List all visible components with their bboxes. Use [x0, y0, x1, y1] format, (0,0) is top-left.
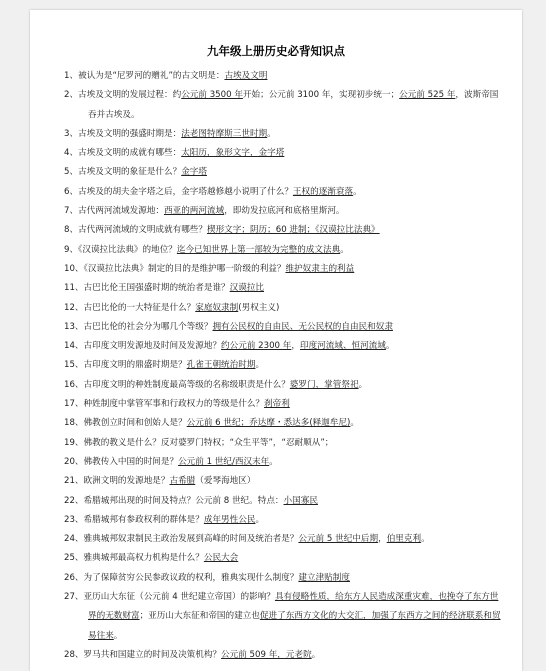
question-text: 古埃及文明的发展过程：约	[78, 90, 182, 101]
list-item	[64, 549, 504, 568]
question-text: 雅典城邦奴隶制民主政治发展到高峰的时间及统治者是？	[83, 534, 299, 545]
item-number: 9、	[64, 244, 79, 255]
item-number: 21、	[64, 476, 84, 487]
trailing-text: 。	[269, 456, 278, 467]
answer-text: 公元前 509 年，元老院	[221, 649, 312, 660]
trailing-text: 。	[311, 649, 321, 660]
question-text: 古印度文明的鼎盛时期是？	[83, 360, 187, 371]
list-item	[64, 356, 504, 375]
answer-text: 楔形文字；阴历；60 进制；《汉谟拉比法典》	[206, 225, 380, 236]
answer-text: 汉谟拉比	[229, 283, 265, 294]
question-text: 古巴比伦的社会分为哪几个等级？	[83, 321, 213, 332]
item-number: 8、	[64, 225, 79, 236]
answer-text: 太阳历，象形文字，金字塔	[181, 148, 285, 159]
answer-text: 拥有公民权的自由民、无公民权的自由民和奴隶	[212, 321, 393, 332]
question-text: 《汉谟拉比法典》制定的目的是维护哪一阶级的利益？	[83, 263, 286, 274]
list-item	[64, 163, 504, 182]
trailing-text: 。	[255, 360, 265, 371]
answer-text: 公元前 3500 年	[181, 90, 243, 101]
answer-text-2: 促进了东西方文化的大交汇，加强了东西方之间的经济联系和贸易往来	[88, 611, 501, 641]
answer-text: 成年男性公民	[203, 514, 256, 525]
answer-text: 具有侵略性质，给东方人民造成深重灾难，也挽夺了东方世界的无数财富	[88, 592, 499, 622]
answer-text: 古希腊	[169, 476, 196, 487]
item-number: 28、	[64, 649, 84, 660]
item-number: 24、	[64, 534, 84, 545]
list-item	[64, 202, 504, 221]
answer-text-2: 伯里克利	[386, 534, 422, 545]
question-text: 为了保障贫穷公民参政议政的权利，雅典实现什么制度？	[83, 572, 299, 583]
item-number: 3、	[64, 128, 79, 139]
answer-text: 公元前 6 世纪；乔达摩・悉达多(释迦牟尼)	[186, 418, 351, 429]
item-number: 16、	[64, 379, 84, 390]
question-text: 亚历山大东征（公元前 4 世纪建立帝国）的影响？	[83, 592, 275, 603]
question-text: 佛教的教义是什么？反对婆罗门特权；“众生平等”，“忍耐顺从”；	[83, 437, 334, 448]
trailing-text: 。	[353, 186, 362, 197]
list-item	[64, 279, 504, 298]
list-item	[64, 646, 504, 665]
question-text: 古印度文明的种姓制度最高等级的名称级职责是什么？	[83, 379, 290, 390]
question-text: 古埃及文明的成就有哪些：	[78, 148, 182, 159]
list-item	[64, 144, 504, 163]
question-text: 被认为是“尼罗河的赠礼”的古文明是：	[78, 71, 225, 81]
question-text: 古巴比伦的一大特征是什么？	[83, 302, 196, 313]
list-item	[64, 511, 504, 530]
list-item	[64, 530, 504, 549]
list-item	[64, 318, 504, 337]
answer-text: 公元前 1 世纪/西汉末年	[178, 456, 270, 467]
question-text: 古代两河流域的文明成就有哪些？	[78, 225, 207, 236]
question-text: 种姓制度中掌管军事和行政权力的等级是什么？	[83, 399, 265, 410]
answer-text: 约公元前 2300 年	[221, 341, 292, 352]
trailing-text: 。	[267, 128, 276, 139]
answer-text: 西亚的两河流域	[164, 206, 225, 217]
item-number: 10、	[64, 263, 84, 274]
answer-text: 小国寡民	[283, 495, 318, 506]
question-text: 古巴比伦王国强盛时期的统治者是谁？	[83, 283, 230, 294]
answer-text: 维护奴隶主的利益	[285, 263, 355, 274]
item-number: 7、	[64, 206, 79, 217]
list-item	[64, 125, 504, 144]
item-number: 26、	[64, 572, 84, 583]
answer-text: 金字塔	[181, 167, 207, 178]
question-text: 罗马共和国建立的时间及决策机构？	[83, 649, 222, 660]
answer-text: 家庭奴隶制	[195, 302, 239, 313]
answer-text-2: 公元前 525 年	[399, 90, 456, 101]
item-number: 23、	[64, 514, 84, 525]
question-text: 古埃及文明的象征是什么？	[78, 167, 182, 178]
connector-text: （爱琴海地区）	[195, 476, 256, 487]
question-list	[64, 67, 504, 665]
list-item	[64, 395, 504, 414]
answer-text: 孔雀王朝统治时期	[186, 360, 256, 371]
trailing-text: 。	[421, 534, 430, 545]
item-number: 4、	[64, 148, 79, 159]
question-text: 《汉谟拉比法典》的地位？	[78, 244, 177, 255]
list-item	[64, 337, 504, 356]
question-text: 古埃及文明的强盛时期是：	[78, 128, 182, 139]
list-item	[64, 453, 504, 472]
item-number: 6、	[64, 186, 79, 197]
trailing-text: 。	[255, 514, 265, 525]
list-item	[64, 221, 504, 240]
connector-text: (男权主义)	[238, 302, 280, 313]
list-item	[64, 569, 504, 588]
list-item	[64, 492, 504, 511]
trailing-text: ，波斯帝国吞并古埃及。	[88, 90, 499, 120]
trailing-text: 。	[350, 418, 360, 429]
item-number: 13、	[64, 321, 84, 332]
answer-text: 公民大会	[203, 553, 239, 564]
list-item	[64, 183, 504, 202]
answer-text: 古埃及文明	[224, 71, 268, 81]
question-text: 佛教创立时间和创始人是？	[83, 418, 187, 429]
item-number: 2、	[64, 90, 79, 101]
question-text: 古印度文明发源地及时间及发源地？	[83, 341, 222, 352]
answer-text: 刹帝利	[264, 399, 290, 410]
item-number: 17、	[64, 399, 84, 410]
trailing-text: 。	[385, 341, 395, 352]
connector-text: ，	[291, 341, 300, 352]
list-item	[64, 472, 504, 491]
item-number: 12、	[64, 302, 84, 313]
list-item	[64, 376, 504, 395]
answer-text: 婆罗门，掌管祭祀	[289, 379, 359, 390]
item-number: 25、	[64, 553, 84, 564]
item-number: 19、	[64, 437, 84, 448]
page-title: 九年级上册历史必背知识点	[207, 44, 345, 58]
list-item	[64, 588, 504, 646]
question-text: 佛教传入中国的时间是？	[83, 456, 179, 467]
item-number: 14、	[64, 341, 84, 352]
question-text: 希腊城邦有参政权利的群体是？	[83, 514, 204, 525]
item-number: 27、	[64, 592, 84, 603]
question-text: 欧洲文明的发源地是？	[83, 476, 170, 487]
item-number: 1、	[64, 71, 79, 81]
item-number: 15、	[64, 360, 84, 371]
question-text: 古埃及的胡夫金字塔之后，金字塔越修越小说明了什么？	[78, 186, 293, 197]
list-item	[64, 434, 504, 453]
connector-text: ，	[378, 534, 387, 545]
question-text: 希腊城邦出现的时间及特点？公元前 8 世纪。特点：	[83, 495, 284, 506]
connector-text: 开始；公元前 3100 年，实现初步统一；	[242, 90, 400, 101]
list-item	[64, 299, 504, 318]
answer-text: 建立津贴制度	[298, 572, 350, 583]
list-item	[64, 86, 504, 125]
list-item	[64, 260, 504, 279]
item-number: 18、	[64, 418, 84, 429]
answer-text-2: 印度河流域、恒河流域	[299, 341, 386, 352]
trailing-text: 。	[340, 244, 349, 255]
answer-text: 法老图特摩斯三世时期	[181, 128, 268, 139]
trailing-text: 。	[358, 379, 368, 390]
answer-text: 王权的逐渐衰落	[292, 186, 354, 197]
connector-text: ；亚历山大东征和帝国的建立也	[139, 611, 260, 622]
item-number: 11、	[64, 283, 84, 294]
document-page	[30, 10, 522, 671]
answer-text: 迄今已知世界上第一部较为完整的成文法典	[176, 244, 341, 255]
item-number: 5、	[64, 167, 79, 178]
list-item	[64, 414, 504, 433]
trailing-text: 。	[113, 630, 123, 641]
question-text: 古代两河流域发源地：	[78, 206, 165, 217]
item-number: 20、	[64, 456, 84, 467]
item-number: 22、	[64, 495, 84, 506]
connector-text: ，即幼发拉底河和底格里斯河。	[224, 206, 345, 217]
list-item	[64, 67, 504, 86]
answer-text: 公元前 5 世纪中后期	[298, 534, 379, 545]
list-item	[64, 241, 504, 260]
question-text: 雅典城邦最高权力机构是什么？	[83, 553, 204, 564]
